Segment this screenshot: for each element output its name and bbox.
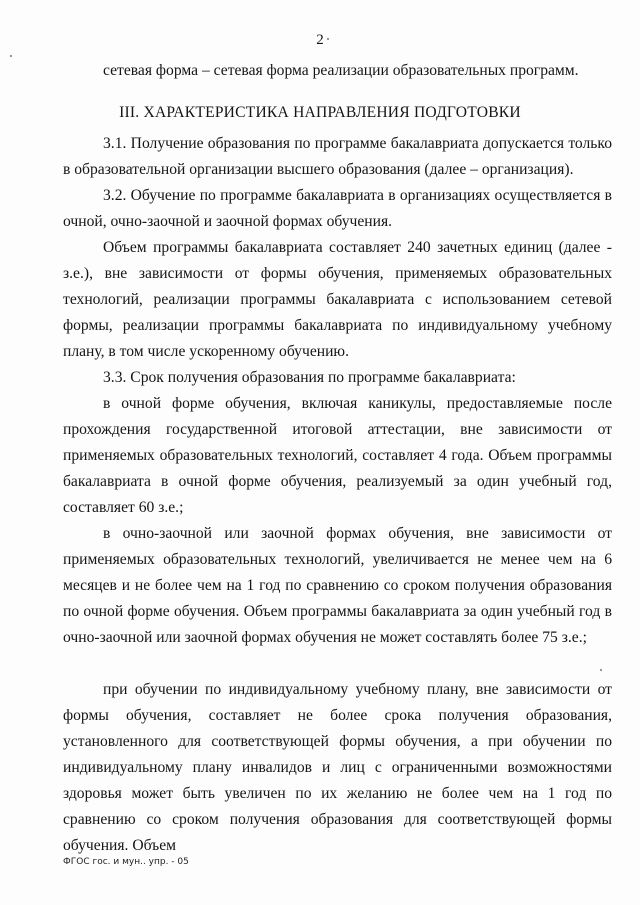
footer-label: ФГОС гос. и мун.. упр. - 05 (63, 857, 189, 867)
paragraph-3-2: 3.2. Обучение по программе бакалавриата в организациях осуществляется в очной, очно-заочной и заочной формах обучения. (63, 187, 612, 230)
paragraph-3-1: 3.1. Получение образования по программе бакалавриата допускается только в образовательной организации высшего образования (далее – организация). (63, 135, 612, 178)
section-heading: III. ХАРАКТЕРИСТИКА НАПРАВЛЕНИЯ ПОДГОТОВКИ (119, 104, 521, 121)
page-number: 2 (316, 32, 324, 48)
paragraph-part-time: в очно-заочной или заочной формах обучения, вне зависимости от применяемых образовательных технологий, увеличивается не менее чем на 6 месяцев и не более чем на 1 год по сравнению со сроком получения образования по очной форме обучения. Объем программы бакалавриата за один учебный год в очно-заочной или заочной формах обучения не может составлять более 75 з.е.; (63, 525, 612, 646)
paragraph-3-3: 3.3. Срок получения образования по программе бакалавриата: (103, 369, 516, 386)
scan-speck (10, 55, 12, 57)
scan-speck (327, 38, 329, 40)
scan-speck (600, 669, 602, 671)
top-line-text: сетевая форма – сетевая форма реализации образовательных программ. (103, 62, 579, 79)
paragraph-individual-plan: при обучении по индивидуальному учебному плану, вне зависимости от формы обучения, составляет не более срока получения образования, установленного для соответствующей формы обучения, а при обучении по индивидуальному плану инвалидов и лиц с ограниченными возможностями здоровья может быть увеличен по их желанию не более чем на 1 год по сравнению со сроком получения образования для соответствующей формы обучения. Объем (63, 681, 612, 854)
paragraph-full-time: в очной форме обучения, включая каникулы, предоставляемые после прохождения государственной итоговой аттестации, вне зависимости от применяемых образовательных технологий, составляет 4 года. Объем программы бакалавриата в очной форме обучения, реализуемый за один учебный год, составляет 60 з.е.; (63, 395, 612, 516)
paragraph-volume: Объем программы бакалавриата составляет 240 зачетных единиц (далее - з.е.), вне зависимости от формы обучения, применяемых образовательных технологий, реализации программы бакалавриата с использованием сетевой формы, реализации программы бакалавриата по индивидуальному учебному плану, в том числе ускоренному обучению. (63, 239, 612, 360)
